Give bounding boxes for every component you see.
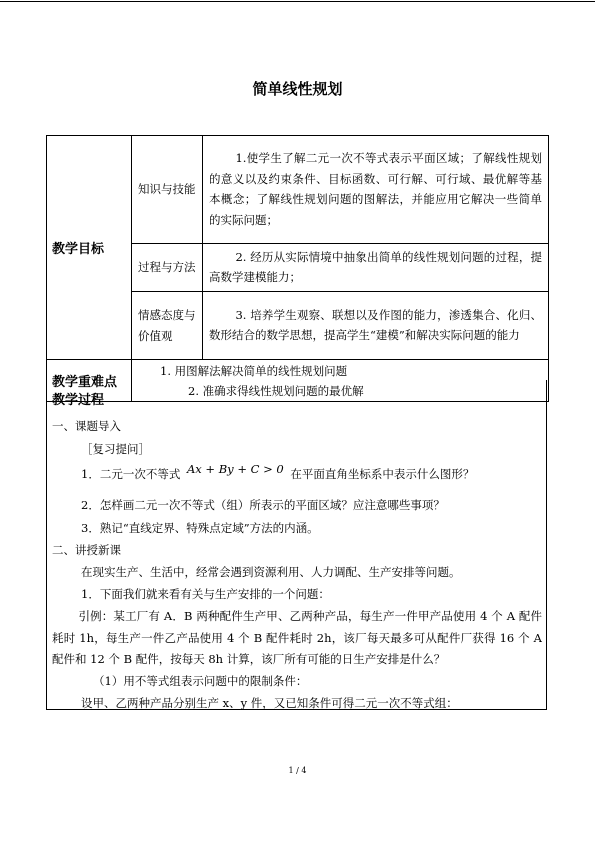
keypoint-item: 1. 用图解法解决简单的线性规划问题 xyxy=(160,363,348,378)
question-3: 3．熟记“直线定界、特殊点定域”方法的内涵。 xyxy=(81,521,319,535)
keypoint-item: 2. 准确求得线性规划问题的最优解 xyxy=(188,383,364,398)
objectives-table xyxy=(46,135,549,402)
page-number: 1 / 4 xyxy=(288,766,307,775)
objective-category: 知识与技能 xyxy=(132,136,203,244)
question-1 xyxy=(81,462,475,482)
page-top-rule xyxy=(0,1,595,2)
keypoints-label: 教学重难点 xyxy=(47,360,132,402)
question-1-suffix: 在平面直角坐标系中表示什么图形？ xyxy=(290,467,475,481)
inequality-formula: Ax + By + C > 0 xyxy=(186,462,284,476)
objective-category: 情感态度与价值观 xyxy=(132,292,203,360)
objectives-label: 教学目标 xyxy=(47,136,132,360)
question-2: 2．怎样画二元一次不等式（组）所表示的平面区域？应注意哪些事项？ xyxy=(81,498,445,512)
step-1: （1）用不等式组表示问题中的限制条件： xyxy=(93,674,308,688)
intro-paragraph: 在现实生产、生活中，经常会遇到资源利用、人力调配、生产安排等问题。 xyxy=(81,565,461,579)
question-1-prefix: 1．二元一次不等式 xyxy=(81,467,181,481)
review-label: ［复习提问］ xyxy=(81,442,150,456)
problem-intro: 1．下面我们就来看有关与生产安排的一个问题： xyxy=(81,587,330,601)
objective-text: 2. 经历从实际情境中抽象出简单的线性规划问题的过程，提高数学建模能力； xyxy=(203,244,549,292)
section-heading: 二、讲授新课 xyxy=(52,543,121,557)
process-section xyxy=(46,380,547,710)
objective-text: 3. 培养学生观察、联想以及作图的能力，渗透集合、化归、数形结合的数学思想，提高学生“建模”和解决实际问题的能力 xyxy=(203,292,549,360)
process-heading: 教学过程 xyxy=(52,393,105,408)
setup-paragraph: 设甲、乙两种产品分别生产 x、y 件，又已知条件可得二元一次不等式组： xyxy=(81,696,458,710)
section-heading: 一、课题导入 xyxy=(52,419,121,433)
objective-text: 1.使学生了解二元一次不等式表示平面区域；了解线性规划的意义以及约束条件、目标函数、可行解、可行域、最优解等基本概念；了解线性规划问题的图解法，并能应用它解决一些简单的实际问题； xyxy=(203,136,549,244)
example-paragraph: 引例：某工厂有 A．B 两种配件生产甲、乙两种产品，每生产一件甲产品使用 4 个 A 配件耗时 1h，每生产一件乙产品使用 4 个 B 配件耗时 2h，该厂每天最多可从配件厂获得 16 个 A 配件和 12 个 B 配件，按每天 8h 计算，该厂所有可能的日生产安排是什么？ xyxy=(52,609,542,666)
page-title: 简单线性规划 xyxy=(252,80,343,98)
objective-category: 过程与方法 xyxy=(132,244,203,292)
